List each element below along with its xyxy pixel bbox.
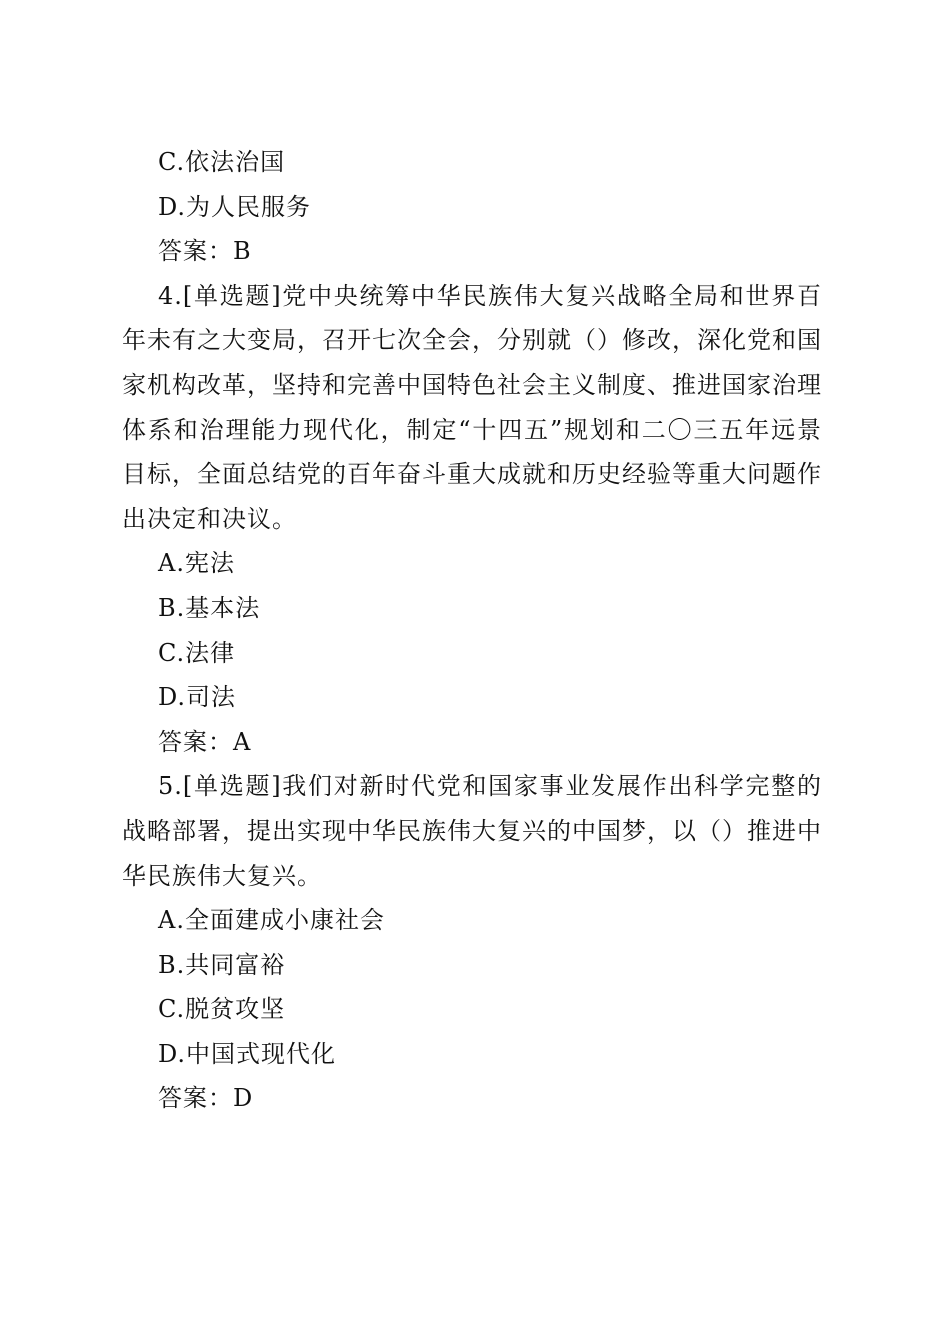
question-4-text: 4.[单选题]党中央统筹中华民族伟大复兴战略全局和世界百年未有之大变局，召开七次全会，分别就（）修改，深化党和国家机构改革，坚持和完善中国特色社会主义制度、推进国家治理体系和治理能力现代化，制定“十四五”规划和二〇三五年远景目标，全面总结党的百年奋斗重大成就和历史经验等重大问题作出决定和决议。	[122, 281, 822, 533]
document-content	[122, 140, 822, 1121]
question-4-answer: 答案：A	[158, 727, 252, 756]
question-5-answer: 答案：D	[158, 1084, 254, 1113]
option-c: C.依法治国	[158, 148, 286, 176]
question-5-option-d: D.中国式现代化	[158, 1039, 337, 1068]
question-5-option-b: B.共同富裕	[158, 950, 286, 979]
option-d: D.为人民服务	[158, 192, 312, 221]
answer-line: 答案：B	[158, 237, 252, 266]
question-4-option-c: C.法律	[158, 638, 236, 667]
question-4-option-b: B.基本法	[158, 593, 261, 622]
question-5-option-a: A.全面建成小康社会	[158, 906, 385, 935]
question-4-option-a: A.宪法	[158, 549, 235, 578]
question-5-option-c: C.脱贫攻坚	[158, 995, 286, 1024]
question-4-option-d: D.司法	[158, 683, 237, 712]
question-5-text: 5.[单选题]我们对新时代党和国家事业发展作出科学完整的战略部署，提出实现中华民族伟大复兴的中国梦，以（）推进中华民族伟大复兴。	[122, 772, 822, 890]
